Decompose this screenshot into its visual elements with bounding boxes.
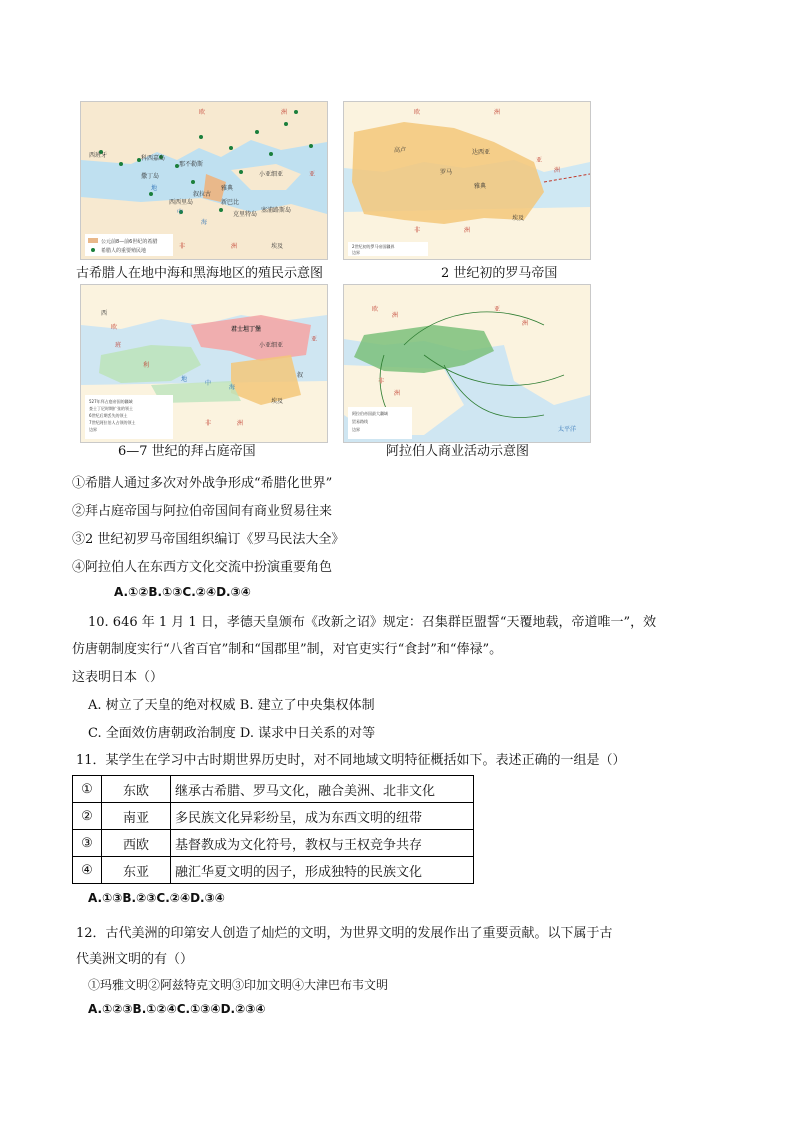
map-greek-colonies	[80, 101, 328, 260]
q10-stem-line3: 这表明日本（）	[72, 670, 164, 685]
table-row	[73, 776, 474, 803]
map-caption: 6—7 世纪的拜占庭帝国	[118, 444, 256, 459]
map-label: 洲	[392, 312, 399, 319]
q9-statement: ④阿拉伯人在东西方文化交流中扮演重要角色	[72, 560, 333, 575]
q11-options: A.①③B.②③C.②④D.③④	[88, 891, 225, 905]
map-label: 班	[115, 342, 122, 349]
region: 东亚	[102, 857, 171, 884]
map-label: 海	[229, 384, 236, 391]
map-legend-text: 6世纪后期丢失的领土	[89, 413, 128, 418]
map-label: 利	[143, 362, 150, 369]
map-label: 地	[181, 376, 188, 383]
map-label: 欧	[372, 306, 379, 313]
map-label: 亚	[494, 306, 501, 313]
map-legend-text: 边界	[352, 250, 360, 255]
q9-statement: ②拜占庭帝国与阿拉伯帝国间有商业贸易往来	[72, 504, 333, 519]
q10-options-2: C. 全面效仿唐朝政治制度 D. 谋求中日关系的对等	[88, 726, 376, 741]
map-legend-text: 2世纪初的罗马帝国疆界	[352, 244, 395, 249]
map-legend-text: 贸易路线	[352, 419, 368, 424]
map-label: 小亚细亚	[259, 342, 284, 349]
map-label: 非	[205, 420, 212, 427]
table-row	[73, 857, 474, 884]
map-label: 科西嘉岛	[141, 155, 166, 162]
map-label: 洲	[494, 109, 501, 116]
map-label: 雅典	[474, 183, 487, 190]
table-row	[73, 803, 474, 830]
map-label: 欧	[199, 109, 206, 116]
map-caption: 阿拉伯人商业活动示意图	[386, 444, 530, 459]
map-roman-empire	[343, 101, 591, 260]
map-label: 罗马	[440, 169, 453, 176]
map-label: 欧	[414, 109, 421, 116]
map-caption: 2 世纪初的罗马帝国	[441, 266, 558, 281]
map-label: 亚	[311, 336, 318, 343]
map-label: 君士坦丁堡	[231, 326, 262, 333]
map-label: 洲	[237, 420, 244, 427]
region: 西欧	[102, 830, 171, 857]
map-label: 太平洋	[558, 426, 577, 433]
map-legend-text: 阿拉伯帝国最大疆域	[352, 411, 388, 416]
map-label: 洲	[281, 109, 288, 116]
map-label: 洲	[522, 320, 529, 327]
map-label: 西	[101, 310, 108, 317]
map-label: 亚	[536, 157, 543, 164]
map-label: 埃及	[271, 243, 284, 250]
map-label: 高卢	[394, 147, 407, 154]
region: 东欧	[102, 776, 171, 803]
description: 继承古希腊、罗马文化，融合美洲、北非文化	[171, 776, 474, 803]
q12-items: ①玛雅文明②阿兹特克文明③印加文明④大津巴布韦文明	[88, 978, 389, 992]
row-number: ④	[73, 857, 102, 884]
q11-stem: 11．某学生在学习中古时期世界历史时，对不同地域文明特征概括如下。表述正确的一组是（）	[76, 753, 626, 768]
map-label: 埃及	[512, 215, 525, 222]
map-label: 海	[201, 219, 208, 226]
q10-stem-line1: 10. 646 年 1 月 1 日，孝德天皇颁布《改新之诏》规定：召集群臣盟誓“天覆地载，帝道唯一”，效	[88, 615, 657, 630]
map-label: 洲	[394, 390, 401, 397]
q12-options: A.①②③B.①②④C.①③④D.②③④	[88, 1002, 266, 1016]
q9-options: A.①②B.①③C.②④D.③④	[114, 585, 251, 599]
map-label: 撒丁岛	[141, 173, 160, 180]
map-label: 地	[151, 185, 158, 192]
map-label: 非	[414, 227, 421, 234]
map-label: 欧	[111, 324, 118, 331]
row-number: ②	[73, 803, 102, 830]
map-label: 克里特岛	[233, 211, 258, 218]
row-number: ①	[73, 776, 102, 803]
map-label: 小亚细亚	[259, 171, 284, 178]
map-legend-text: 公元前8—前6世纪的希腊	[101, 239, 158, 245]
map-label: 非	[179, 243, 186, 250]
map-arab-trade	[343, 284, 591, 443]
map-label: 达西亚	[472, 149, 491, 156]
map-label: 非	[378, 378, 385, 385]
description: 多民族文化异彩纷呈，成为东西文明的纽带	[171, 803, 474, 830]
map-legend-text: 527年拜占庭帝国的疆域	[89, 399, 133, 404]
map-label: 叙拉古	[193, 191, 212, 198]
q11-table	[72, 775, 474, 884]
q10-stem-line2: 仿唐朝制度实行“八省百官”制和“国郡里”制，对官吏实行“食封”和“俸禄”。	[72, 642, 503, 657]
map-label: 塞浦路斯岛	[261, 207, 292, 214]
map-label: 那不勒斯	[179, 161, 204, 168]
q12-stem-line2: 代美洲文明的有（）	[76, 952, 194, 967]
map-label: 洲	[231, 243, 238, 250]
row-number: ③	[73, 830, 102, 857]
table-row	[73, 830, 474, 857]
map-label: 洲	[554, 167, 561, 174]
map-legend-text: 边界	[352, 427, 360, 432]
map-label: 叙	[297, 372, 304, 379]
map-label: 亚	[309, 171, 316, 178]
map-legend-text: 边界	[89, 427, 97, 432]
map-label: 中	[205, 380, 212, 387]
map-label: 西班牙	[89, 152, 108, 159]
map-label: 西西里岛	[169, 199, 194, 206]
map-caption: 古希腊人在地中海和黑海地区的殖民示意图	[76, 266, 324, 281]
region: 南亚	[102, 803, 171, 830]
map-label: 洲	[464, 227, 471, 234]
map-legend-text: 7世纪阿拉伯人占领的领土	[89, 420, 136, 425]
map-byzantine-empire	[80, 284, 328, 443]
q12-stem-line1: 12．古代美洲的印第安人创造了灿烂的文明，为世界文明的发展作出了重要贡献。以下属于古	[76, 926, 613, 941]
q9-statement: ①希腊人通过多次对外战争形成“希腊化世界”	[72, 476, 333, 491]
description: 融汇华夏文明的因子，形成独特的民族文化	[171, 857, 474, 884]
q10-options-1: A. 树立了天皇的绝对权威 B. 建立了中央集权体制	[88, 698, 375, 713]
description: 基督教成为文化符号，教权与王权竞争共存	[171, 830, 474, 857]
map-label: 雅典	[221, 185, 234, 192]
map-label: 埃及	[271, 398, 284, 405]
map-label: 中	[177, 209, 184, 216]
map-legend-text: 查士丁尼时期扩张的领土	[89, 406, 133, 411]
map-label: 新巴比	[221, 199, 240, 206]
q9-statement: ③2 世纪初罗马帝国组织编订《罗马民法大全》	[72, 532, 345, 547]
map-legend-text: 希腊人的重要殖民地	[101, 248, 147, 254]
